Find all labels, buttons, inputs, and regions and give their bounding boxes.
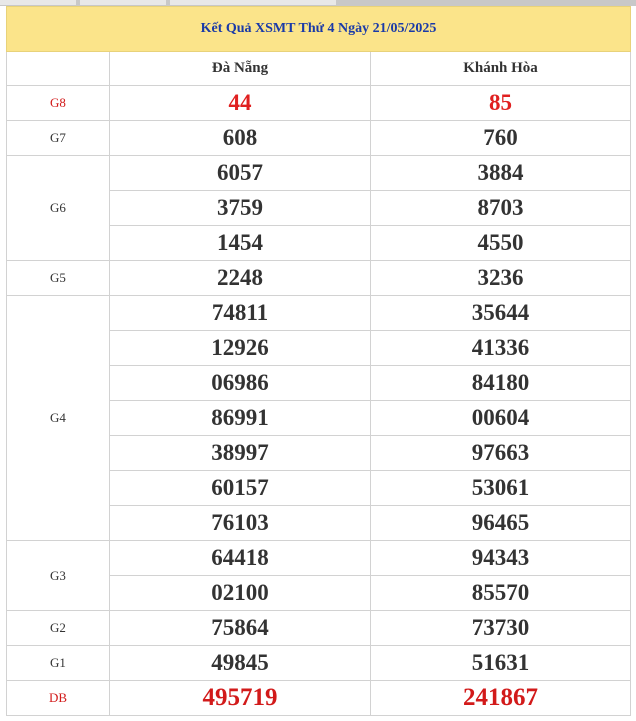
prize-number-g4-khanh-hoa: 00604 bbox=[371, 401, 631, 436]
result-row bbox=[7, 541, 631, 576]
prize-number-g6-da-nang: 6057 bbox=[110, 156, 371, 191]
province-header-2[interactable]: Khánh Hòa bbox=[371, 52, 631, 86]
result-row bbox=[7, 646, 631, 681]
prize-number-g4-khanh-hoa: 53061 bbox=[371, 471, 631, 506]
prize-number-g1-da-nang: 49845 bbox=[110, 646, 371, 681]
prize-number-g4-da-nang: 06986 bbox=[110, 366, 371, 401]
prize-number-g6-da-nang: 1454 bbox=[110, 226, 371, 261]
prize-number-g6-khanh-hoa: 4550 bbox=[371, 226, 631, 261]
result-row bbox=[7, 121, 631, 156]
prize-number-g4-da-nang: 38997 bbox=[110, 436, 371, 471]
prize-number-g4-da-nang: 76103 bbox=[110, 506, 371, 541]
prize-number-db-khanh-hoa: 241867 bbox=[371, 681, 631, 716]
prize-number-g7-khanh-hoa: 760 bbox=[371, 121, 631, 156]
prize-column-header bbox=[7, 52, 110, 86]
prize-number-g6-da-nang: 3759 bbox=[110, 191, 371, 226]
prize-number-g6-khanh-hoa: 8703 bbox=[371, 191, 631, 226]
prize-number-g4-khanh-hoa: 84180 bbox=[371, 366, 631, 401]
prize-number-g3-da-nang: 64418 bbox=[110, 541, 371, 576]
results-title: Kết Quả XSMT Thứ 4 Ngày 21/05/2025 bbox=[7, 7, 631, 52]
prize-label-g2: G2 bbox=[7, 611, 110, 646]
prize-number-g4-khanh-hoa: 41336 bbox=[371, 331, 631, 366]
prize-number-g3-da-nang: 02100 bbox=[110, 576, 371, 611]
prize-label-g8: G8 bbox=[7, 86, 110, 121]
prize-number-g2-khanh-hoa: 73730 bbox=[371, 611, 631, 646]
prize-number-g4-khanh-hoa: 35644 bbox=[371, 296, 631, 331]
results-panel bbox=[0, 6, 636, 721]
prize-label-g1: G1 bbox=[7, 646, 110, 681]
tab-1[interactable] bbox=[0, 0, 76, 5]
prize-number-g4-da-nang: 74811 bbox=[110, 296, 371, 331]
result-row bbox=[7, 156, 631, 191]
prize-number-g6-khanh-hoa: 3884 bbox=[371, 156, 631, 191]
prize-number-g3-khanh-hoa: 85570 bbox=[371, 576, 631, 611]
prize-number-g5-da-nang: 2248 bbox=[110, 261, 371, 296]
result-row bbox=[7, 261, 631, 296]
prize-label-g5: G5 bbox=[7, 261, 110, 296]
prize-number-g4-da-nang: 86991 bbox=[110, 401, 371, 436]
prize-number-g2-da-nang: 75864 bbox=[110, 611, 371, 646]
prize-number-g8-da-nang: 44 bbox=[110, 86, 371, 121]
prize-number-db-da-nang: 495719 bbox=[110, 681, 371, 716]
prize-number-g8-khanh-hoa: 85 bbox=[371, 86, 631, 121]
prize-label-g4: G4 bbox=[7, 296, 110, 541]
prize-number-g1-khanh-hoa: 51631 bbox=[371, 646, 631, 681]
tab-2[interactable] bbox=[80, 0, 166, 5]
result-row bbox=[7, 611, 631, 646]
result-row bbox=[7, 681, 631, 716]
result-row bbox=[7, 86, 631, 121]
result-row bbox=[7, 296, 631, 331]
prize-number-g4-da-nang: 60157 bbox=[110, 471, 371, 506]
prize-number-g5-khanh-hoa: 3236 bbox=[371, 261, 631, 296]
prize-label-g7: G7 bbox=[7, 121, 110, 156]
prize-number-g4-khanh-hoa: 96465 bbox=[371, 506, 631, 541]
prize-number-g4-da-nang: 12926 bbox=[110, 331, 371, 366]
province-header-1[interactable]: Đà Nẵng bbox=[110, 52, 371, 86]
prize-number-g7-da-nang: 608 bbox=[110, 121, 371, 156]
prize-label-g6: G6 bbox=[7, 156, 110, 261]
tab-3[interactable] bbox=[170, 0, 336, 5]
prize-number-g4-khanh-hoa: 97663 bbox=[371, 436, 631, 471]
lottery-results-table bbox=[6, 6, 631, 716]
prize-label-db: DB bbox=[7, 681, 110, 716]
prize-label-g3: G3 bbox=[7, 541, 110, 611]
prize-number-g3-khanh-hoa: 94343 bbox=[371, 541, 631, 576]
